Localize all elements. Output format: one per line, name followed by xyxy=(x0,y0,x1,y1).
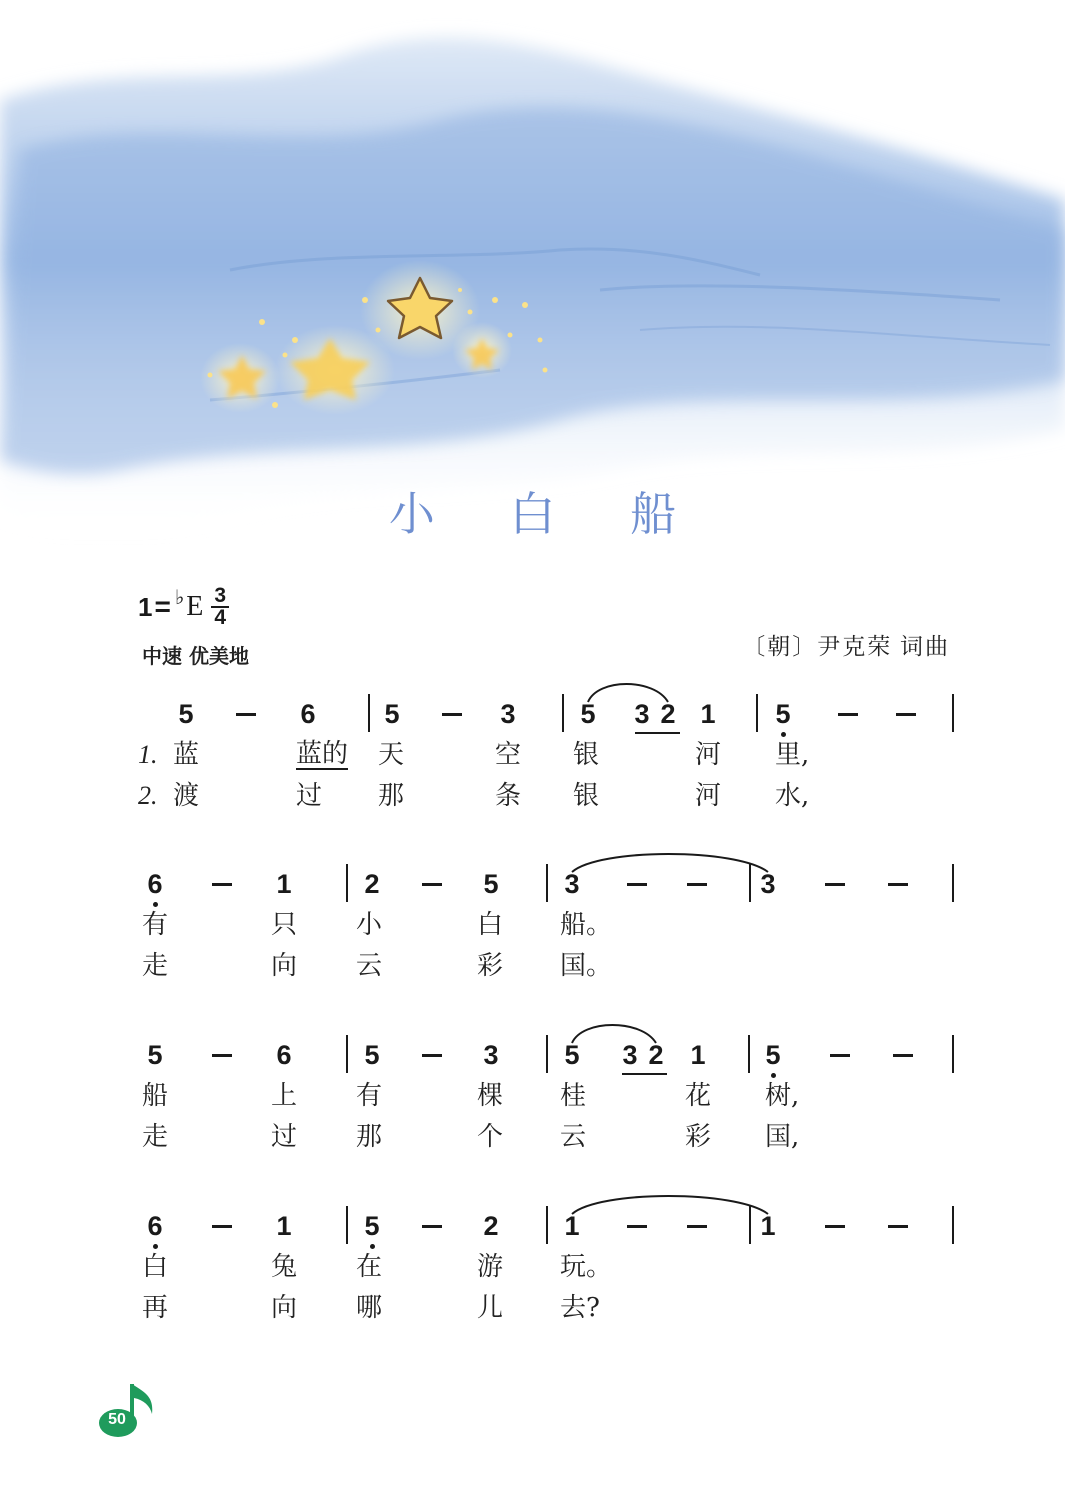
lyric-syllable: 条 xyxy=(495,781,522,811)
lyric-syllable: 彩 xyxy=(477,951,504,981)
note: 2 xyxy=(648,1040,664,1070)
barline xyxy=(346,864,348,902)
lyric-syllable: 在 xyxy=(356,1252,383,1282)
barline xyxy=(562,694,564,732)
sustain-dash xyxy=(687,1225,707,1228)
sustain-dash xyxy=(838,713,858,716)
barline xyxy=(756,694,758,732)
tie-slur xyxy=(570,846,770,876)
lyric-syllable: 有 xyxy=(356,1081,383,1111)
note: 6 xyxy=(276,1040,292,1070)
note: 1 xyxy=(690,1040,706,1070)
lyric-syllable: 彩 xyxy=(685,1122,712,1152)
lyric-syllable: 上 xyxy=(271,1081,298,1111)
lyric-syllable: 国。 xyxy=(560,951,613,981)
lyric-syllable: 树, xyxy=(765,1081,800,1111)
lyric-syllable: 空 xyxy=(495,740,522,770)
note: 5 xyxy=(775,699,791,729)
sustain-dash xyxy=(888,1225,908,1228)
lyric-syllable: 过 xyxy=(296,781,323,811)
lyric-syllable: 有 xyxy=(142,910,169,940)
sustain-dash xyxy=(442,713,462,716)
note: 6 xyxy=(147,869,163,899)
lyric-syllable: 过 xyxy=(271,1122,298,1152)
sustain-dash xyxy=(893,1054,913,1057)
verse-number: 1. xyxy=(138,740,158,769)
barline xyxy=(748,1035,750,1073)
lyric-syllable: 水, xyxy=(775,781,810,811)
note: 2 xyxy=(483,1211,499,1241)
lyric-syllable: 棵 xyxy=(477,1081,504,1111)
sustain-dash xyxy=(825,883,845,886)
lyric-syllable: 花 xyxy=(685,1081,712,1111)
octave-dot xyxy=(771,1073,776,1078)
verse-number: 2. xyxy=(138,781,158,810)
barline xyxy=(546,1206,548,1244)
lyric-syllable: 船。 xyxy=(560,910,613,940)
note: 5 xyxy=(765,1040,781,1070)
sustain-dash xyxy=(830,1054,850,1057)
note: 5 xyxy=(364,1040,380,1070)
sustain-dash xyxy=(627,1225,647,1228)
lyric-syllable: 国, xyxy=(765,1122,800,1152)
lyric-syllable: 船 xyxy=(142,1081,169,1111)
lyric-syllable: 渡 xyxy=(173,781,200,811)
note: 6 xyxy=(300,699,316,729)
lyric-syllable: 个 xyxy=(477,1122,504,1152)
composer-credit: 〔朝〕尹克荣 词曲 xyxy=(742,634,950,659)
sustain-dash xyxy=(422,883,442,886)
lyric-syllable: 河 xyxy=(695,740,722,770)
meter-top: 3 xyxy=(211,586,229,608)
note: 1 xyxy=(760,1211,776,1241)
lyric-syllable: 桂 xyxy=(560,1081,587,1111)
note: 3 xyxy=(500,699,516,729)
page-number: 50 xyxy=(108,1411,126,1428)
lyric-syllable: 银 xyxy=(573,781,600,811)
note: 5 xyxy=(580,699,596,729)
note: 6 xyxy=(147,1211,163,1241)
sustain-dash xyxy=(212,883,232,886)
note: 5 xyxy=(147,1040,163,1070)
note: 1 xyxy=(276,1211,292,1241)
lyric-syllable: 云 xyxy=(560,1122,587,1152)
note: 5 xyxy=(483,869,499,899)
note: 1 xyxy=(276,869,292,899)
octave-dot xyxy=(370,1244,375,1249)
lyric-syllable: 玩。 xyxy=(560,1252,613,1282)
flat-sign: ♭ xyxy=(174,586,185,609)
lyric-syllable: 那 xyxy=(378,781,405,811)
sustain-dash xyxy=(687,883,707,886)
lyric-syllable: 向 xyxy=(271,951,298,981)
lyric-syllable: 蓝 xyxy=(173,740,200,770)
note: 3 xyxy=(634,699,650,729)
lyric-syllable: 去? xyxy=(560,1293,600,1323)
note: 1 xyxy=(700,699,716,729)
barline xyxy=(546,1035,548,1073)
beam-underline xyxy=(622,1073,667,1075)
barline xyxy=(952,864,954,902)
lyric-syllable: 小 xyxy=(356,910,383,940)
barline xyxy=(952,1035,954,1073)
sustain-dash xyxy=(212,1225,232,1228)
time-signature xyxy=(211,586,229,628)
lyric-syllable: 河 xyxy=(695,781,722,811)
lyric-syllable: 那 xyxy=(356,1122,383,1152)
beam-underline xyxy=(635,732,680,734)
barline xyxy=(952,1206,954,1244)
night-sky-stars-illustration xyxy=(0,0,1065,560)
sustain-dash xyxy=(236,713,256,716)
meter-bottom: 4 xyxy=(214,606,227,629)
note: 3 xyxy=(483,1040,499,1070)
tempo-marking: 中速 优美地 xyxy=(142,644,249,668)
lyric-syllable: 兔 xyxy=(271,1252,298,1282)
key-signature xyxy=(138,582,229,632)
lyric-syllable: 蓝的 xyxy=(296,739,349,769)
lyric-syllable: 银 xyxy=(573,740,600,770)
barline xyxy=(368,694,370,732)
octave-dot xyxy=(153,1244,158,1249)
lyric-syllable: 白 xyxy=(477,910,504,940)
key-tonic: 1 xyxy=(138,591,153,622)
note: 3 xyxy=(760,869,776,899)
tie-slur xyxy=(570,1188,770,1218)
song-title: 小 白 船 xyxy=(388,487,707,541)
barline xyxy=(952,694,954,732)
note: 5 xyxy=(384,699,400,729)
tie-slur xyxy=(570,1017,658,1047)
octave-dot xyxy=(781,732,786,737)
sustain-dash xyxy=(896,713,916,716)
lyric-syllable: 天 xyxy=(378,740,405,770)
key-equals: = xyxy=(154,591,171,622)
barline xyxy=(546,864,548,902)
barline xyxy=(346,1206,348,1244)
lyric-syllable: 游 xyxy=(477,1252,504,1282)
lyric-syllable: 哪 xyxy=(356,1293,383,1323)
sustain-dash xyxy=(212,1054,232,1057)
note: 1 xyxy=(564,1211,580,1241)
note: 2 xyxy=(364,869,380,899)
note: 3 xyxy=(622,1040,638,1070)
note: 5 xyxy=(364,1211,380,1241)
sustain-dash xyxy=(422,1225,442,1228)
note: 2 xyxy=(660,699,676,729)
lyric-syllable: 走 xyxy=(142,1122,169,1152)
sustain-dash xyxy=(888,883,908,886)
octave-dot xyxy=(153,902,158,907)
lyric-syllable: 只 xyxy=(271,910,298,940)
lyric-syllable: 向 xyxy=(271,1293,298,1323)
lyric-syllable: 云 xyxy=(356,951,383,981)
note: 5 xyxy=(178,699,194,729)
sustain-dash xyxy=(422,1054,442,1057)
lyric-syllable: 走 xyxy=(142,951,169,981)
lyric-syllable: 白 xyxy=(142,1252,169,1282)
key-letter: E xyxy=(186,591,204,622)
barline xyxy=(346,1035,348,1073)
tie-slur xyxy=(586,676,670,706)
lyric-syllable: 儿 xyxy=(477,1293,504,1323)
lyric-syllable: 再 xyxy=(142,1293,169,1323)
lyric-syllable: 里, xyxy=(775,740,810,770)
sustain-dash xyxy=(627,883,647,886)
sustain-dash xyxy=(825,1225,845,1228)
note: 5 xyxy=(564,1040,580,1070)
note: 3 xyxy=(564,869,580,899)
